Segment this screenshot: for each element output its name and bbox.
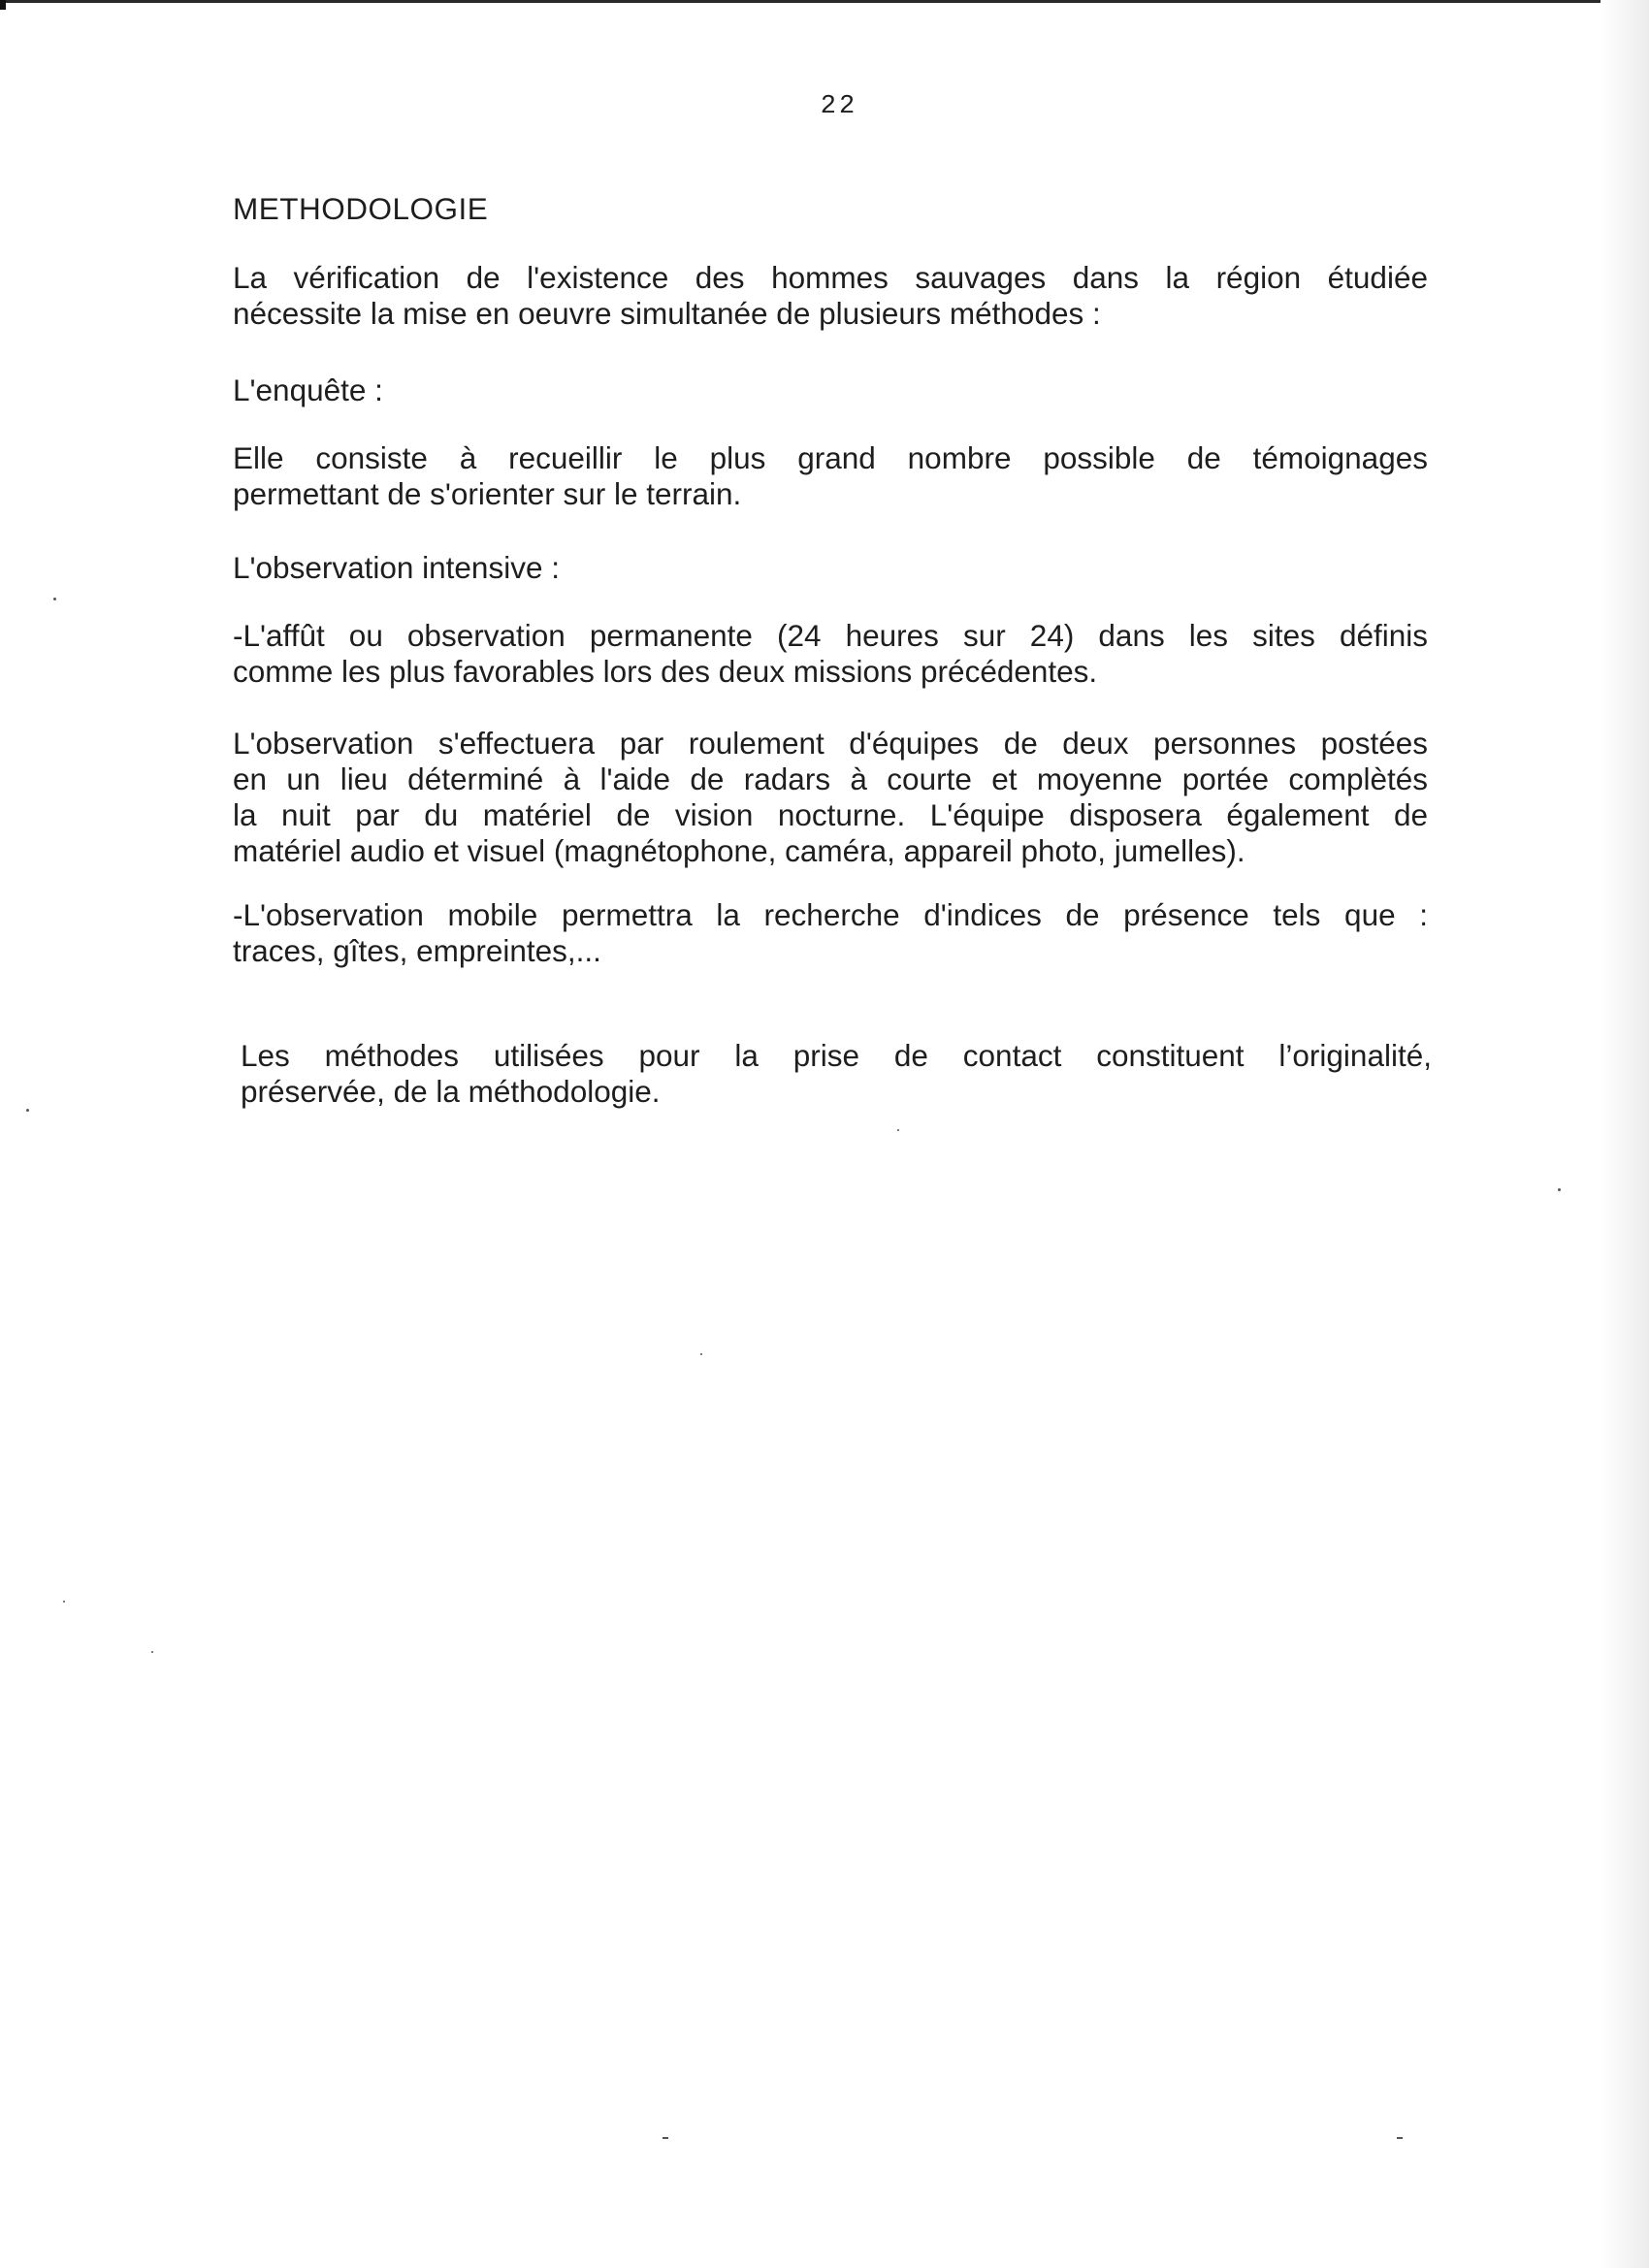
paragraph-affut <box>233 618 1428 690</box>
paragraph-roulement <box>233 726 1428 869</box>
scan-speck <box>1397 2137 1403 2139</box>
scan-speck <box>1558 1188 1561 1191</box>
text-line: nécessite la mise en oeuvre simultanée de plusieurs méthodes : <box>233 296 1101 331</box>
paragraph-mobile <box>233 897 1428 969</box>
section-heading: METHODOLOGIE <box>233 191 489 226</box>
text-line: préservée, de la méthodologie. <box>241 1074 661 1109</box>
text-line: traces, gîtes, empreintes,... <box>233 933 601 968</box>
text-line: en un lieu déterminé à l'aide de radars à courte et moyenne portée complètés <box>233 761 1428 796</box>
text-line: Les méthodes utilisées pour la prise de contact constituent l’originalité, <box>241 1038 1432 1073</box>
paragraph-conclusion <box>241 1038 1432 1110</box>
scan-speck <box>63 1601 65 1603</box>
scan-speck <box>53 598 56 600</box>
subheading-observation <box>233 550 1428 586</box>
text-line: L'enquête : <box>233 373 383 407</box>
scan-speck <box>700 1353 702 1355</box>
text-line: permettant de s'orienter sur le terrain. <box>233 476 742 511</box>
text-line: L'observation s'effectuera par roulement d'équipes de deux personnes postées <box>233 726 1428 761</box>
text-line: La vérification de l'existence des hommes sauvages dans la région étudiée <box>233 260 1428 295</box>
scan-speck <box>897 1129 899 1131</box>
scan-edge-shadow <box>1600 0 1649 2268</box>
subheading-enquete <box>233 373 1428 408</box>
text-line: la nuit par du matériel de vision nocturne. L'équipe disposera également de <box>233 797 1428 832</box>
scan-speck <box>663 2137 668 2139</box>
paragraph-enquete <box>233 440 1428 512</box>
scan-corner-mark <box>0 0 6 10</box>
page-number: 22 <box>820 92 858 121</box>
scan-border-line <box>0 0 1649 3</box>
paragraph-intro <box>233 260 1428 332</box>
scan-speck <box>151 1651 153 1653</box>
text-line: Elle consiste à recueillir le plus grand nombre possible de témoignages <box>233 440 1428 475</box>
text-line: comme les plus favorables lors des deux missions précédentes. <box>233 654 1098 689</box>
text-line: matériel audio et visuel (magnétophone, caméra, appareil photo, jumelles). <box>233 833 1245 868</box>
text-line: -L'affût ou observation permanente (24 heures sur 24) dans les sites définis <box>233 618 1428 653</box>
text-line: L'observation intensive : <box>233 550 560 585</box>
text-line: -L'observation mobile permettra la recherche d'indices de présence tels que : <box>233 897 1428 932</box>
scan-speck <box>26 1109 29 1112</box>
